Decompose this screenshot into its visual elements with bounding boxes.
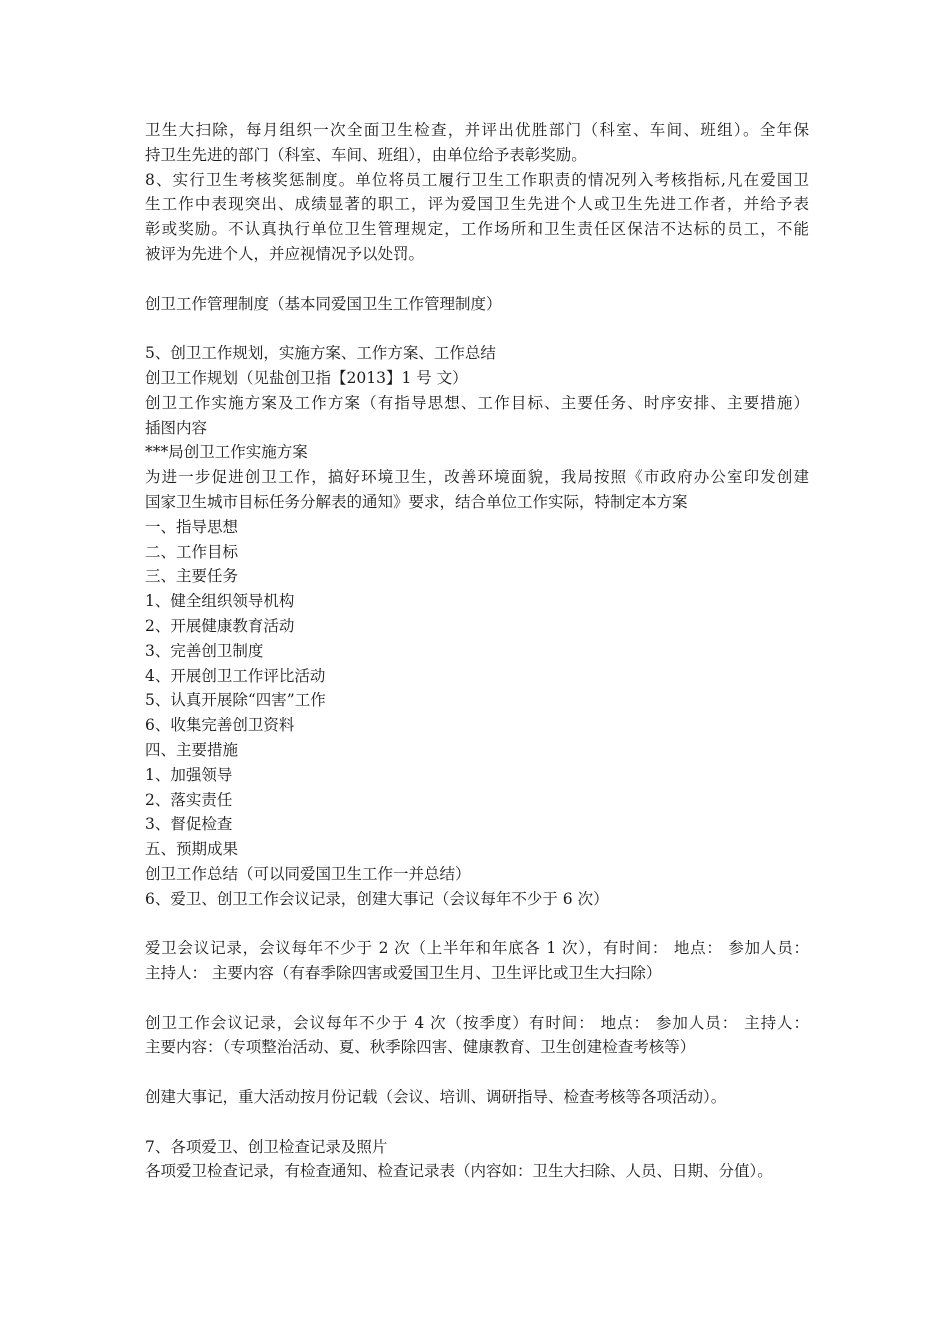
text-line: ***局创卫工作实施方案 (145, 443, 308, 462)
text-line: 3、完善创卫制度 (145, 641, 264, 660)
text-line: 一、指导思想 (145, 517, 239, 536)
text-line: 1、加强领导 (145, 765, 233, 784)
text-line: 三、主要任务 (145, 567, 239, 586)
text-line: 7、各项爱卫、创卫检查记录及照片 (145, 1137, 388, 1156)
text-line: 爱卫会议记录，会议每年不少于 2 次（上半年和年底各 1 次），有时间： 地点： 参加人员： (145, 939, 809, 958)
text-line: 彰或奖励。不认真执行单位卫生管理规定，工作场所和卫生责任区保洁不达标的员工，不能 (145, 220, 809, 239)
text-line: 5、创卫工作规划，实施方案、工作方案、工作总结 (145, 344, 496, 363)
text-line: 主要内容：（专项整治活动、夏、秋季除四害、健康教育、卫生创建检查考核等） (145, 1038, 696, 1057)
document-body (145, 118, 809, 1184)
blank-line (145, 267, 809, 292)
text-line: 生工作中表现突出、成绩显著的职工，评为爱国卫生先进个人或卫生先进工作者，并给予表 (145, 195, 809, 214)
text-line: 2、开展健康教育活动 (145, 616, 295, 635)
text-line: 创卫工作管理制度（基本同爱国卫生工作管理制度） (145, 294, 502, 313)
text-line: 四、主要措施 (145, 740, 239, 759)
text-line: 创卫工作规划（见盐创卫指【2013】1 号 文） (145, 368, 468, 387)
text-line: 各项爱卫检查记录，有检查通知、检查记录表（内容如：卫生大扫除、人员、日期、分值）。 (145, 1162, 773, 1181)
blank-line (145, 1110, 809, 1135)
text-line: 创卫工作会议记录，会议每年不少于 4 次（按季度）有时间： 地点： 参加人员： 主持人： (145, 1013, 809, 1032)
text-line: 二、工作目标 (145, 542, 239, 561)
text-line: 创卫工作实施方案及工作方案（有指导思想、工作目标、主要任务、时序安排、主要措施） (145, 393, 809, 412)
text-line: 3、督促检查 (145, 815, 233, 834)
text-line: 1、健全组织领导机构 (145, 592, 295, 611)
text-line: 国家卫生城市目标任务分解表的通知》要求，结合单位工作实际，特制定本方案 (145, 492, 688, 511)
text-line: 插图内容 (145, 418, 208, 437)
text-line: 创卫工作总结（可以同爱国卫生工作一并总结） (145, 864, 471, 883)
blank-line (145, 986, 809, 1011)
blank-line (145, 1060, 809, 1085)
text-line: 6、收集完善创卫资料 (145, 716, 295, 735)
text-line: 8、实行卫生考核奖惩制度。单位将员工履行卫生工作职责的情况列入考核指标,凡在爱国卫 (145, 170, 809, 189)
text-line: 持卫生先进的部门（科室、车间、班组），由单位给予表彰奖励。 (145, 145, 587, 164)
text-line: 五、预期成果 (145, 840, 239, 859)
text-line: 为进一步促进创卫工作，搞好环境卫生，改善环境面貌，我局按照《市政府办公室印发创建 (145, 468, 809, 487)
text-line: 被评为先进个人，并应视情况予以处罚。 (145, 244, 425, 263)
text-line: 主持人： 主要内容（有春季除四害或爱国卫生月、卫生评比或卫生大扫除） (145, 964, 662, 983)
blank-line (145, 316, 809, 341)
text-line: 4、开展创卫工作评比活动 (145, 666, 326, 685)
text-line: 卫生大扫除，每月组织一次全面卫生检查，并评出优胜部门（科室、车间、班组）。全年保 (145, 121, 809, 139)
text-line: 创建大事记，重大活动按月份记载（会议、培训、调研指导、检查考核等各项活动）。 (145, 1088, 727, 1107)
text-line: 5、认真开展除“四害”工作 (145, 691, 326, 710)
text-line: 6、爱卫、创卫工作会议记录，创建大事记（会议每年不少于 6 次） (145, 889, 609, 908)
blank-line (145, 912, 809, 937)
text-line: 2、落实责任 (145, 790, 233, 809)
